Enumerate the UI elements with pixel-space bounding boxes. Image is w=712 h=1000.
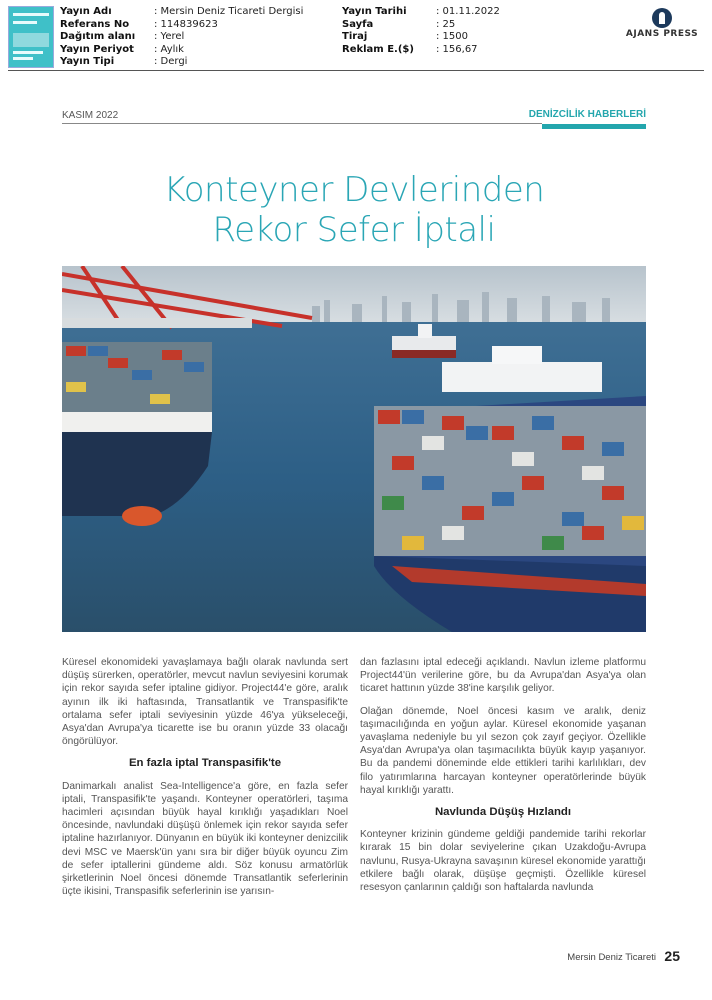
meta-row: Reklam E.($) : 156,67 [342,43,478,55]
article-column-left [62,656,348,907]
meta-row: Yayın Adı : Mersin Deniz Ticareti Dergisi [60,6,304,17]
container-ship-illustration [62,266,646,632]
ajans-press-logo: AJANS PRESS [622,8,702,39]
meta-row: Yayın Tipi : Dergi [60,56,188,67]
section-bar [542,124,646,129]
footer-publication: Mersin Deniz Ticareti [567,952,656,963]
article-column-right [360,656,646,903]
meta-row: Dağıtım alanı : Yerel [60,31,185,42]
clipping-header [8,6,704,68]
article-paragraph: Küresel ekonomideki yavaşlamaya bağlı olarak navlunda sert düşüş sürerken, operatörler, mevcut navlun seviyesini korumak için rekor sayıda sefer iptaline gidiyor. Project44'e göre, aralık ayının ilk iki haftasında, Transatlantik ve Transpasifik'te ortalama sefer iptali seviyesinin yüzde 46'ya yükseleceği, Asya'dan Avrupa'ya ticarette ise bu oranın yüzde 33 olacağı öngörülüyor. [62,657,348,748]
issue-date: KASIM 2022 [62,110,119,121]
article-paragraph: dan fazlasını iptal edeceği açıklandı. Navlun izleme platformu Project44'ün verilerine göre, bu da Avrupa'dan Asya'ya olan ticaret hattının yüzde 38'ine karşılık geliyor. [360,657,646,695]
article-subheading: Navlunda Düşüş Hızlandı [434,806,572,819]
article-paragraph: Danimarkalı analist Sea-Intelligence'a göre, en fazla sefer iptali, Transpasifik'te yaşandı. Konteyner operatörleri, taşıma hacimleri açısından büyük hayal kırıklığı yaşadıkları Noel öncesinde, navlundaki düşüşü önlemek için rekor sayıda sefer iptaline hazırlanıyor. Dünyanın en büyük iki konteyner denizcilik devi MSC ve Maersk'ün yanı sıra bir diğer büyük oyuncu Zim de sefer iptallerini gündeme aldı. Söz konusu armatörlük şirketlerinin Noel öncesi dönemde Transatlantik seferlerinin üçte ikisini, Transpasifik seferlerinin ise yarısın- [62,780,348,898]
clipping-meta-right [342,6,500,56]
container-ship-photo [62,266,646,632]
clipping-meta-left [60,6,303,69]
article-paragraph: Konteyner krizinin gündeme geldiği pandemide tarihi rekorlar kırarak 15 bin dolar seviyelerine çıkan Uzakdoğu-Avrupa navlunu, Rusya-Ukrayna savaşının küresel ekonomide yarattığı etkilere bağlı olarak, düşüşe geçmişti. Özellikle küresel resesyon çanlarının çaldığı son haftalarda navlunda [360,829,646,894]
ajans-press-logo-icon [652,8,672,28]
meta-row: Tiraj : 1500 [342,31,468,42]
article-paragraph: Olağan dönemde, Noel öncesi kasım ve aralık, deniz taşımacılığında en yoğun aylar. Küresel ekonomide yaşanan yavaşlama nedeniyle bu yıl sezon çok zayıf geçiyor. Özellikle Asya'dan Avrupa'ya olan taşımacılıkta büyük kayıp yaşanıyor. Bu da pandemi döneminde elde ettikleri tarihi karlılıkları, dev filo yatırımlarına harcayan konteyner operatörlerinde büyük hayal kırıklığı yarattı. [360,705,646,796]
page-thumbnail [8,6,54,68]
meta-row: Yayın Tarihi : 01.11.2022 [342,6,500,17]
masthead-rule [62,123,542,124]
article-subheading: En fazla iptal Transpasifik'te [128,757,282,770]
meta-row: Referans No : 114839623 [60,18,218,30]
page-number: 25 [664,948,680,964]
headline-line-1: Konteyner Devlerinden [163,170,545,210]
headline-line-2: Rekor Sefer İptali [212,210,496,250]
header-divider [8,70,704,71]
meta-row: Sayfa : 25 [342,18,456,30]
article-headline [62,170,646,250]
section-title: DENİZCİLİK HABERLERİ [528,109,646,120]
meta-row: Yayın Periyot : Aylık [60,43,184,55]
